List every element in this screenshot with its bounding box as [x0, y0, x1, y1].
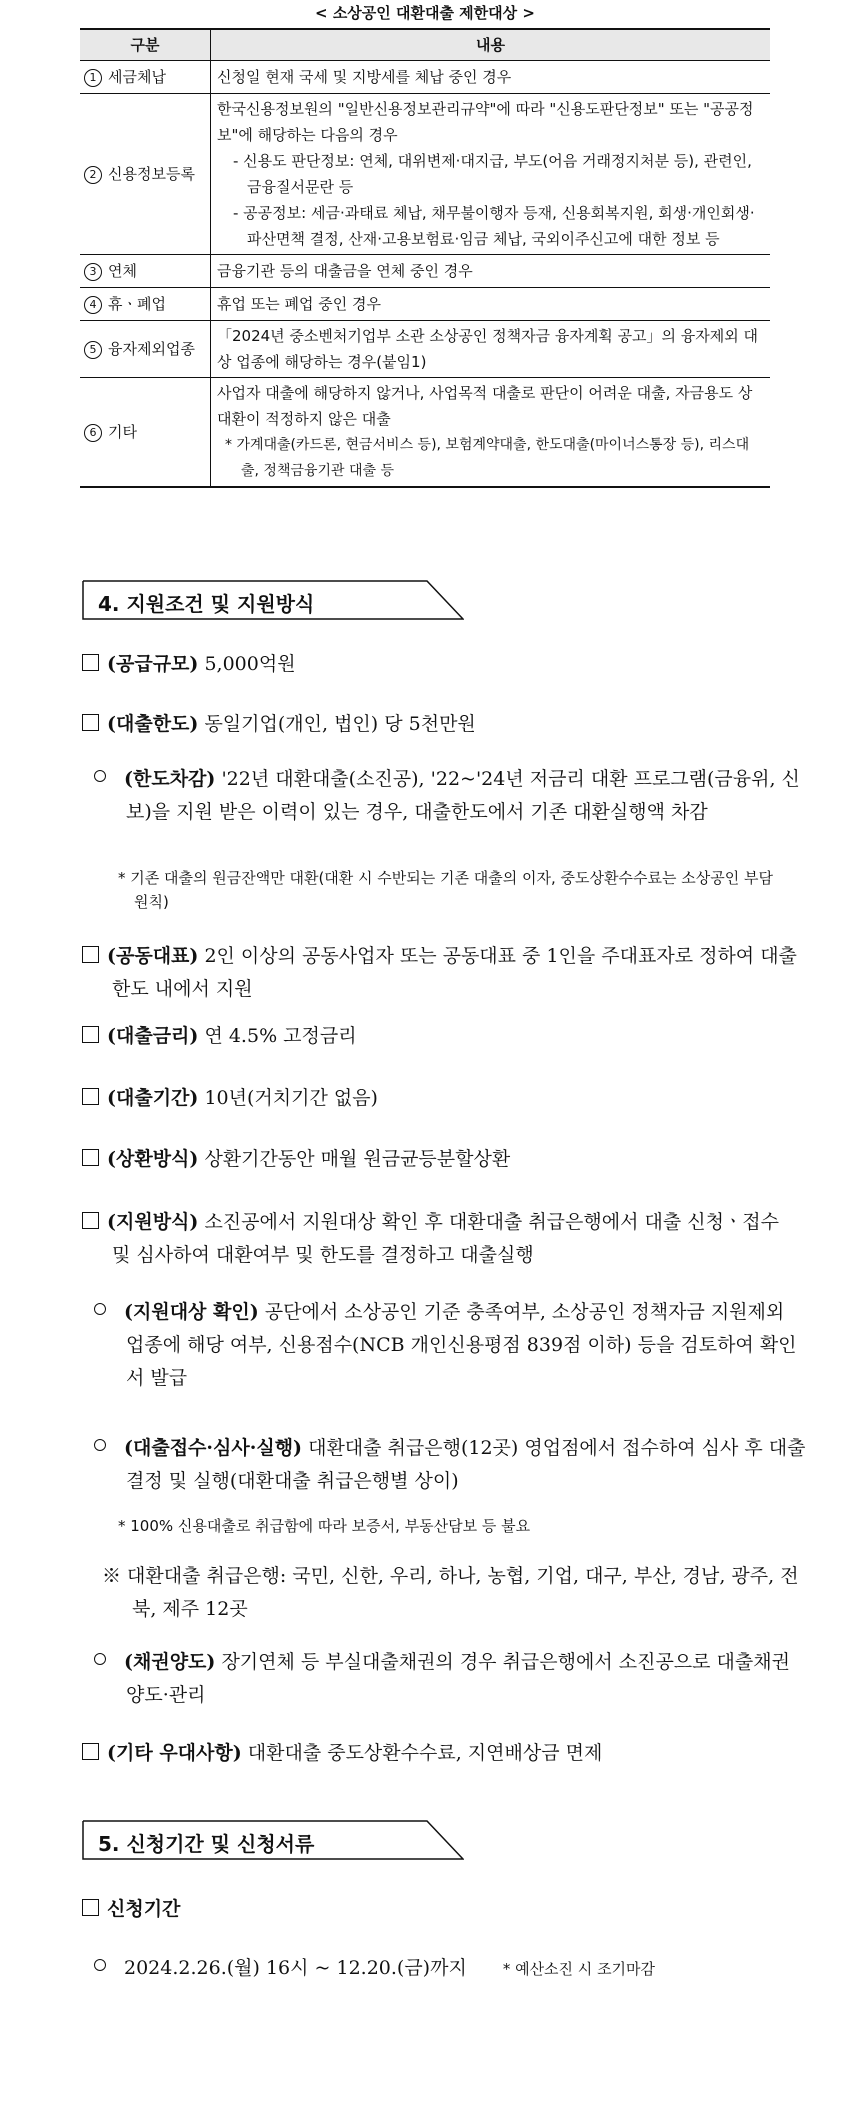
row-bullet: - 신용도 판단정보: 연체, 대위변제·대지급, 부도(어음 거래정지처분 등), 관련인, 금융질서문란 등 [233, 152, 752, 196]
receipt-label: (대출접수·심사·실행) [124, 1437, 303, 1459]
checkbox-square-icon [82, 1899, 99, 1916]
verify-label: (지원대상 확인) [124, 1301, 259, 1323]
apply-period-item [82, 1893, 802, 1926]
row-content: 「2024년 중소벤처기업부 소관 소상공인 정책자금 융자계획 공고」의 융자제외 대상 업종에 해당하는 경우(붙임1) [211, 321, 771, 378]
circled-number: 3 [84, 263, 102, 281]
deduct-label: (한도차감) [124, 768, 216, 790]
checkbox-square-icon [82, 946, 99, 963]
checkbox-square-icon [82, 1088, 99, 1105]
row-bullet: - 공공정보: 세금·과태료 체납, 채무불이행자 등재, 신용회복지원, 회생·개인회생·파산면책 결정, 산재·고용보험료·임금 체납, 국외이주신고에 대한 정보 등 [233, 204, 755, 248]
receipt-note: * 100% 신용대출로 취급함에 따라 보증서, 부동산담보 등 불요 [118, 1517, 531, 1535]
checkbox-square-icon [82, 1212, 99, 1229]
table-row [80, 321, 770, 378]
repay-item [82, 1143, 802, 1176]
transfer-label: (채권양도) [124, 1651, 216, 1673]
row-intro: 한국신용정보원의 "일반신용정보관리규약"에 따라 "신용도판단정보" 또는 "공공정보"에 해당하는 다음의 경우 [217, 100, 754, 144]
row-content: 휴업 또는 폐업 중인 경우 [211, 288, 771, 321]
circle-bullet-icon [94, 770, 106, 782]
row-content [211, 94, 771, 255]
category-label: 신용정보등록 [108, 165, 195, 183]
etc-label: (기타 우대사항) [107, 1742, 242, 1764]
table-header-row [80, 29, 770, 61]
circled-number: 4 [84, 296, 102, 314]
checkbox-square-icon [82, 1026, 99, 1043]
apply-period-text: 2024.2.26.(월) 16시 ~ 12.20.(금)까지 [124, 1957, 467, 1979]
table-row [80, 378, 770, 488]
table-row [80, 61, 770, 94]
repay-text: 상환기간동안 매월 원금균등분할상환 [204, 1148, 511, 1170]
row-category [80, 61, 211, 94]
limit-text: 동일기업(개인, 법인) 당 5천만원 [204, 713, 476, 735]
limit-item [82, 708, 802, 741]
table-row [80, 288, 770, 321]
apply-period-note: * 예산소진 시 조기마감 [502, 1960, 656, 1978]
section-4-header [82, 580, 464, 620]
period-text: 10년(거치기간 없음) [204, 1087, 378, 1109]
deduct-item [94, 763, 806, 829]
checkbox-square-icon [82, 714, 99, 731]
period-label: (대출기간) [107, 1087, 199, 1109]
method-item [82, 1206, 802, 1272]
rate-item [82, 1020, 802, 1053]
table-caption: < 소상공인 대환대출 제한대상 > [315, 4, 535, 22]
category-label: 연체 [108, 262, 137, 280]
joint-label: (공동대표) [107, 945, 199, 967]
row-category [80, 94, 211, 255]
period-item [82, 1082, 802, 1115]
apply-period-label: 신청기간 [107, 1898, 181, 1920]
row-note: * 가계대출(카드론, 현금서비스 등), 보험계약대출, 한도대출(마이너스통장 등), 리스대출, 정책금융기관 대출 등 [225, 437, 750, 479]
circle-bullet-icon [94, 1653, 106, 1665]
rate-text: 연 4.5% 고정금리 [204, 1025, 357, 1047]
table-row [80, 94, 770, 255]
etc-item [82, 1737, 802, 1770]
banks-note: ※ 대환대출 취급은행: 국민, 신한, 우리, 하나, 농협, 기업, 대구, 부산, 경남, 광주, 전북, 제주 12곳 [102, 1565, 799, 1620]
circled-number: 5 [84, 341, 102, 359]
circled-number: 1 [84, 69, 102, 87]
section-4-title: 4. 지원조건 및 지원방식 [98, 592, 315, 616]
transfer-text: 장기연체 등 부실대출채권의 경우 취급은행에서 소진공으로 대출채권 양도·관리 [126, 1651, 790, 1706]
header-category: 구분 [80, 29, 211, 61]
row-category [80, 288, 211, 321]
etc-text: 대환대출 중도상환수수료, 지연배상금 면제 [247, 1742, 603, 1764]
supply-label: (공급규모) [107, 653, 199, 675]
method-label: (지원방식) [107, 1211, 199, 1233]
row-category [80, 378, 211, 488]
row-content: 금융기관 등의 대출금을 연체 중인 경우 [211, 255, 771, 288]
circled-number: 2 [84, 166, 102, 184]
section-5-title: 5. 신청기간 및 신청서류 [98, 1832, 315, 1856]
supply-item [82, 648, 802, 681]
transfer-item [94, 1646, 806, 1712]
repay-label: (상환방식) [107, 1148, 199, 1170]
checkbox-square-icon [82, 654, 99, 671]
category-label: 세금체납 [108, 68, 166, 86]
category-label: 휴ㆍ폐업 [108, 295, 166, 313]
apply-period-detail [94, 1952, 806, 1986]
section-5-header [82, 1820, 464, 1860]
category-label: 융자제외업종 [108, 340, 195, 358]
receipt-item [94, 1432, 806, 1498]
limit-label: (대출한도) [107, 713, 199, 735]
row-intro: 사업자 대출에 해당하지 않거나, 사업목적 대출로 판단이 어려운 대출, 자금용도 상 대환이 적정하지 않은 대출 [217, 384, 753, 428]
category-label: 기타 [108, 423, 137, 441]
circle-bullet-icon [94, 1959, 106, 1971]
supply-text: 5,000억원 [204, 653, 296, 675]
row-category [80, 255, 211, 288]
deduct-text: '22년 대환대출(소진공), '22~'24년 저금리 대환 프로그램(금융위, 신보)을 지원 받은 이력이 있는 경우, 대출한도에서 기존 대환실행액 차감 [126, 768, 800, 823]
row-content: 신청일 현재 국세 및 지방세를 체납 중인 경우 [211, 61, 771, 94]
checkbox-square-icon [82, 1149, 99, 1166]
verify-text: 공단에서 소상공인 기준 충족여부, 소상공인 정책자금 지원제외 업종에 해당 여부, 신용점수(NCB 개인신용평점 839점 이하) 등을 검토하여 확인서 발급 [126, 1301, 797, 1389]
row-content [211, 378, 771, 488]
circle-bullet-icon [94, 1439, 106, 1451]
circle-bullet-icon [94, 1303, 106, 1315]
row-category [80, 321, 211, 378]
method-text: 소진공에서 지원대상 확인 후 대환대출 취급은행에서 대출 신청ㆍ접수 및 심사하여 대환여부 및 한도를 결정하고 대출실행 [112, 1211, 779, 1266]
joint-text: 2인 이상의 공동사업자 또는 공동대표 중 1인을 주대표자로 정하여 대출한도 내에서 지원 [112, 945, 797, 1000]
deduct-note: * 기존 대출의 원금잔액만 대환(대환 시 수반되는 기존 대출의 이자, 중도상환수수료는 소상공인 부담 원칙) [118, 869, 773, 911]
verify-item [94, 1296, 806, 1395]
header-content: 내용 [211, 29, 771, 61]
receipt-text: 대환대출 취급은행(12곳) 영업점에서 접수하여 심사 후 대출결정 및 실행(대환대출 취급은행별 상이) [126, 1437, 806, 1492]
circled-number: 6 [84, 424, 102, 442]
rate-label: (대출금리) [107, 1025, 199, 1047]
restriction-table [80, 28, 770, 488]
table-row [80, 255, 770, 288]
checkbox-square-icon [82, 1743, 99, 1760]
joint-item [82, 940, 802, 1006]
